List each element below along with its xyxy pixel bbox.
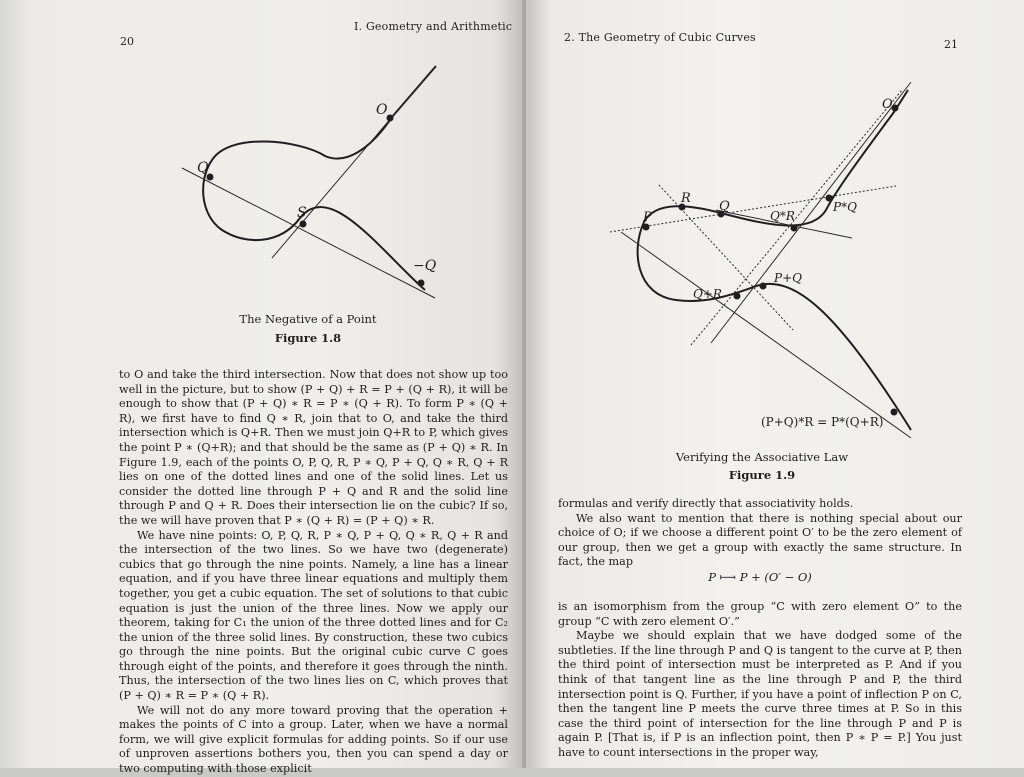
label-o: O (376, 102, 388, 118)
point-o (387, 115, 394, 122)
label-qstarr: Q*R (770, 209, 795, 223)
label-negq: −Q (413, 258, 437, 274)
left-body-text (119, 368, 508, 777)
right-page-number: 21 (944, 38, 958, 51)
left-running-head: I. Geometry and Arithmetic (354, 20, 513, 33)
left-paragraph-1: to O and take the third intersection. Now that does not show up too well in the picture, but to show (P + Q) + R = P + (Q + R), it will be enough to show that (P + Q) ∗ R = P ∗ (Q + R). To form P ∗ (Q + R), we first have to find Q ∗ R, join that to O, and take the third intersection which is Q+R. Then we must join Q+R to P, which gives the point P ∗ (Q+R); and that should be the same as (P + Q) ∗ R. In Figure 1.9, each of the points O, P, Q, R, P ∗ Q, P + Q, Q ∗ R, Q + R lies on one of the dotted lines and one of the solid lines. Let us consider the dotted line through P + Q and R and the solid line through P and Q + R. Does their intersection lie on the cubic? If so, the we will have proven that P ∗ (Q + R) = (P + Q) ∗ R. (119, 368, 508, 527)
right-body-text-bottom (558, 600, 962, 761)
right-page (526, 0, 1024, 768)
label-pstarq: P*Q (833, 200, 857, 214)
figure-1-9-label: Figure 1.9 (728, 468, 796, 482)
line-q-s-negq (182, 168, 435, 298)
right-running-head: 2. The Geometry of Cubic Curves (564, 31, 756, 44)
figure-1-9-caption: Verifying the Associative Law (675, 450, 849, 464)
label-q: Q (197, 160, 209, 176)
right-paragraph-1: formulas and verify directly that associativity holds. (558, 497, 854, 510)
dotted-line-3 (691, 90, 902, 345)
figure-1-8-label: Figure 1.8 (274, 331, 342, 345)
point-pstarq (826, 195, 833, 202)
right-paragraph-2: We also want to mention that there is nothing special about our choice of O; if we choose a different point O′ to be the zero element of our group, then we get a group with exactly the same structure. In fact, the map (558, 511, 962, 569)
label-s: S (297, 205, 307, 221)
left-page-number: 20 (120, 35, 134, 48)
point-s (300, 221, 307, 228)
label-pplusq: P+Q (774, 271, 802, 285)
left-paragraph-2: We have nine points: O, P, Q, R, P ∗ Q, P + Q, Q ∗ R, Q + R and the intersection of the two lines. So we have two (degenerate) cubics that go through the nine points. Namely, a line has a linear equation, and if you have three linear equations and multiply them together, you get a cubic equation. The set of solutions to that cubic equation is just the union of the three lines. Now we apply our theorem, taking for C₁ the union of the three dotted lines and for C₂ the union of the three solid lines. By construction, these two cubics go through the nine points. But the original cubic curve C goes through eight of the points, and therefore it goes through the ninth. Thus, the intersection of the two lines lies on C, which proves that (P + Q) ∗ R = P ∗ (Q + R). (119, 528, 508, 703)
left-paragraph-3: We will not do any more toward proving that the operation + makes the points of C into a group. Later, when we have a normal form, we will give explicit formulas for adding points. So if our use of unproven assertions bothers you, then you can spend a day or two computing with those explicit (119, 703, 508, 776)
label-p: P (643, 210, 652, 225)
right-body-text-top (558, 497, 962, 570)
label-r: R (681, 191, 691, 206)
label-result: (P+Q)*R = P*(Q+R) (761, 415, 884, 429)
display-equation: P ⟼ P + (O′ − O) (708, 570, 812, 584)
label-qplusr: Q+R (693, 287, 722, 301)
figure-1-8-caption: The Negative of a Point (239, 312, 377, 326)
right-paragraph-3: is an isomorphism from the group “C with zero element O” to the group “C with zero element O′.” (558, 600, 962, 628)
figure-1-8 (0, 0, 526, 310)
point-negq (418, 280, 425, 287)
right-paragraph-4: Maybe we should explain that we have dodged some of the subtleties. If the line through P and Q is tangent to the curve at P, then the third point of intersection must be interpreted as P. And if you think of that tangent line as the line through P and P, the third intersection point is Q. Further, if you have a point of inflection P on C, then the tangent line P meets the curve three times at P. So in this case the third point of intersection for the line through P and P is again P. [That is, if P is an inflection point, then P ∗ P = P.] You just have to count intersections in the proper way, (558, 629, 962, 759)
point-qstarr (791, 225, 798, 232)
point-pplusq (760, 283, 767, 290)
label-q-fig9: Q (719, 199, 730, 214)
point-result (891, 409, 898, 416)
line-s-o (272, 70, 432, 258)
point-qplusr (734, 293, 741, 300)
solid-line-1 (621, 232, 911, 438)
figure-1-9 (526, 0, 1024, 450)
solid-line-2 (711, 82, 911, 343)
cubic-curve (203, 66, 436, 290)
label-o-fig9: O (882, 97, 893, 112)
